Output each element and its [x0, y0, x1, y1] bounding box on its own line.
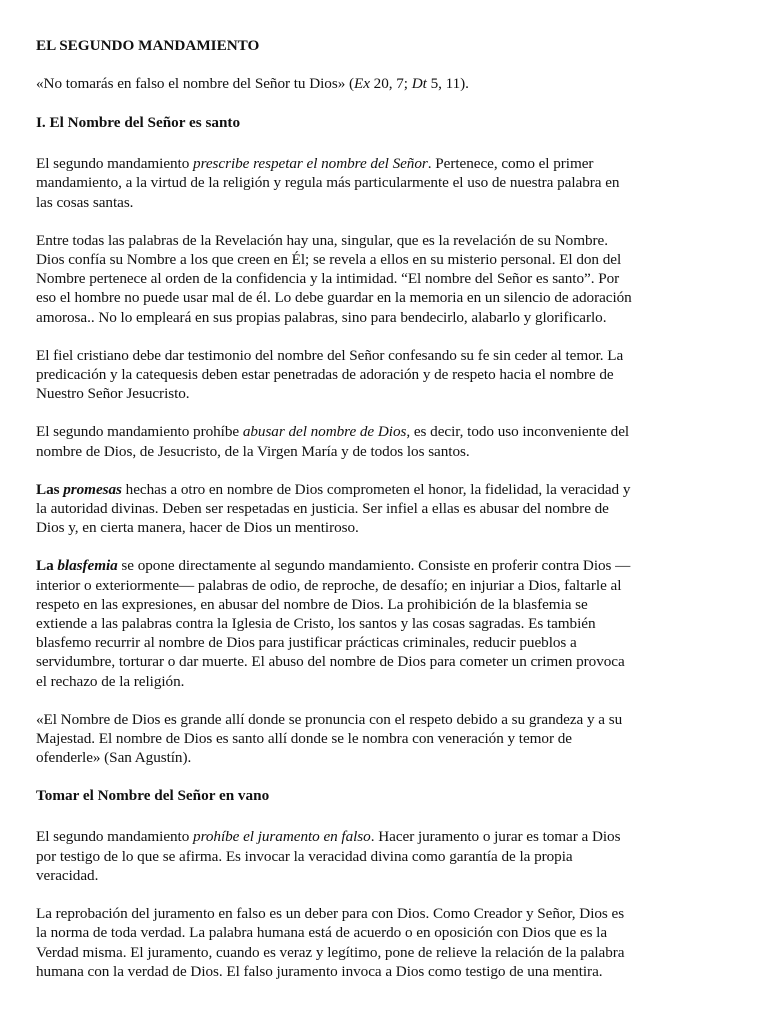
emphasis-text: abusar del nombre de Dios	[242, 423, 407, 441]
section-heading-en-vano: Tomar el Nombre del Señor en vano	[36, 787, 270, 805]
section-heading-nombre-santo: I. El Nombre del Señor es santo	[36, 114, 241, 132]
paragraph-juramento-falso	[36, 827, 732, 885]
epigraph-ref-deuteronomy: Dt	[411, 75, 427, 92]
paragraph-text: El segundo mandamiento prohíbe	[36, 423, 243, 441]
epigraph-ref-deuteronomy-verse: 5, 11).	[426, 75, 469, 92]
paragraph-text: . Pertenece, como el primer mandamiento, a la virtud de la religión y regula más particularmente el uso de nuestra palabra en las cosas santas.	[36, 155, 620, 211]
paragraph-text: se opone directamente al segundo mandamiento. Consiste en proferir contra Dios — interior o exteriormente— palabras de odio, de reproche, de desafío; en injuriar a Dios, faltarle al respeto en las expresiones, en abusar del nombre de Dios. La prohibición de la blasfemia se extiende a las palabras contra la Iglesia de Cristo, los santos y las cosas sagradas. Es también blasfemo recurrir al nombre de Dios para justificar prácticas criminales, reducir pueblos a servidumbre, torturar o dar muerte. El abuso del nombre de Dios para cometer un crimen provoca el rechazo de la religión.	[36, 557, 631, 690]
emphasis-text: prescribe respetar el nombre del Señor	[193, 155, 428, 173]
paragraph-abusar-nombre	[36, 422, 732, 460]
paragraph-reprobacion: La reprobación del juramento en falso es un deber para con Dios. Como Creador y Señor, Dios es la norma de toda verdad. La palabra humana está de acuerdo o en oposición con Dios que es la Verdad misma. El juramento, cuando es veraz y legítimo, pone de relieve la relación de la palabra humana con la verdad de Dios. El falso juramento invoca a Dios como testigo de una mentira.	[36, 905, 625, 980]
paragraph-text: El segundo mandamiento	[36, 828, 194, 846]
epigraph-ref-exodus-verse: 20, 7;	[369, 75, 412, 92]
paragraph-respetar-nombre	[36, 154, 732, 212]
paragraph-text: , es decir, todo uso inconveniente del nombre de Dios, de Jesucristo, de la Virgen María y de todos los santos.	[36, 423, 630, 460]
term-promesas: promesas	[63, 480, 122, 498]
lead-word: La	[36, 557, 58, 575]
paragraph-text: . Hacer juramento o jurar es tomar a Dios por testigo de lo que se afirma. Es invocar la veracidad divina como garantía de la propia veracidad.	[36, 828, 621, 884]
emphasis-text: prohíbe el juramento en falso	[193, 828, 371, 846]
paragraph-blasfemia	[36, 556, 732, 690]
paragraph-text: hechas a otro en nombre de Dios comprometen el honor, la fidelidad, la veracidad y la autoridad divinas. Deben ser respetadas en justicia. Ser infiel a ellas es abusar del nombre de Dios y, en cierta manera, hacer de Dios un mentiroso.	[36, 480, 631, 537]
epigraph	[36, 74, 732, 93]
paragraph-revelacion-nombre: Entre todas las palabras de la Revelación hay una, singular, que es la revelación de su Nombre. Dios confía su Nombre a los que creen en Él; se revela a ellos en su misterio personal. El don del Nombre pertenece al orden de la confidencia y la intimidad. “El nombre del Señor es santo”. Por eso el hombre no puede usar mal de él. Lo debe guardar en la memoria en un silencio de adoración amorosa.. No lo empleará en sus propias palabras, sino para bendecirlo, alabarlo y glorificarlo.	[36, 231, 632, 326]
term-blasfemia: blasfemia	[57, 557, 118, 575]
epigraph-text: «No tomarás en falso el nombre del Señor tu Dios» (	[36, 75, 355, 92]
paragraph-cita-san-agustin: «El Nombre de Dios es grande allí donde se pronuncia con el respeto debido a su grandeza y a su Majestad. El nombre de Dios es santo allí donde se le nombra con veneración y temor de ofenderle» (San Agustín).	[36, 710, 623, 767]
paragraph-promesas	[36, 480, 732, 538]
epigraph-ref-exodus: Ex	[354, 75, 370, 92]
document-title: EL SEGUNDO MANDAMIENTO	[36, 37, 260, 54]
paragraph-testimonio: El fiel cristiano debe dar testimonio del nombre del Señor confesando su fe sin ceder al temor. La predicación y la catequesis deben estar penetradas de adoración y de respeto hacia el nombre de Nuestro Señor Jesucristo.	[36, 346, 624, 403]
lead-word: Las	[36, 480, 64, 498]
paragraph-text: El segundo mandamiento	[36, 155, 194, 173]
